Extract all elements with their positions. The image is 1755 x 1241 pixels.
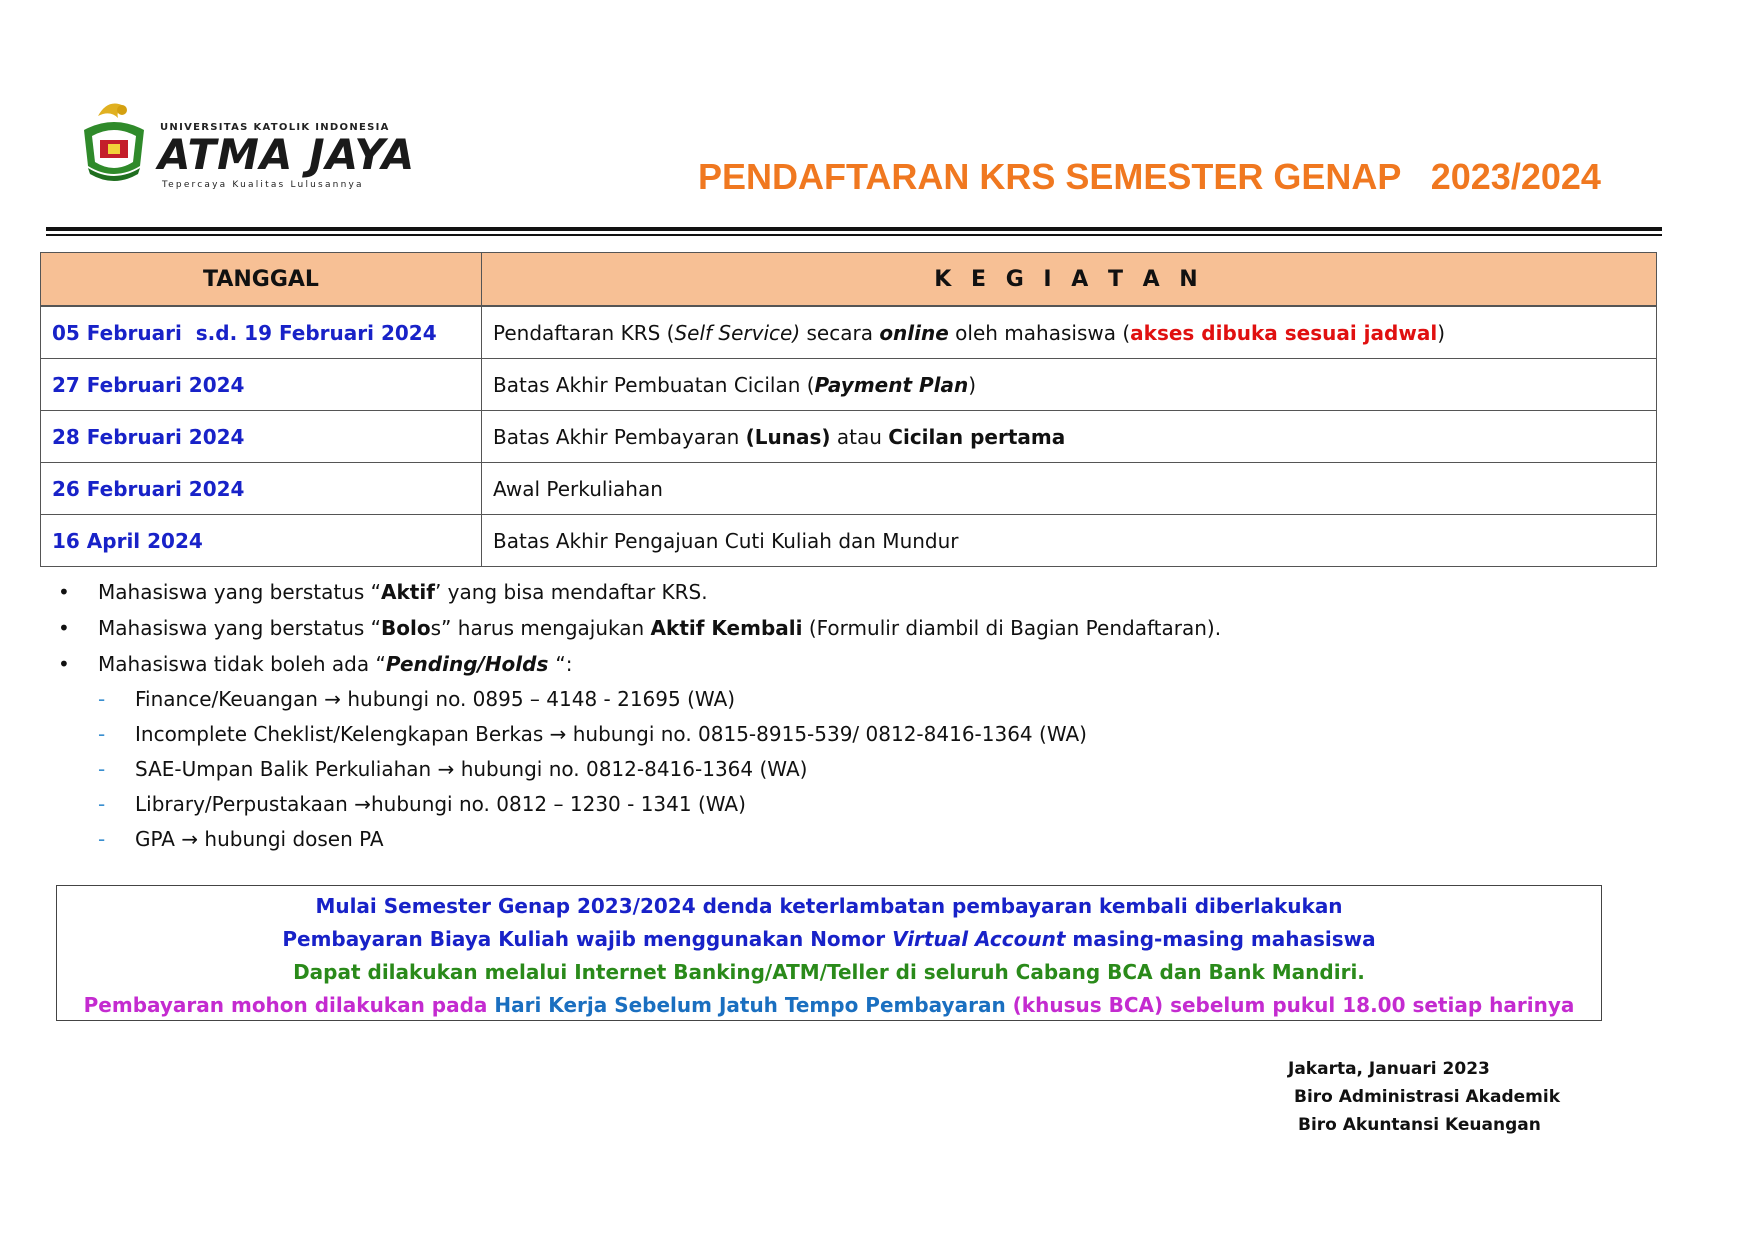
payment-notice-box [56, 885, 1602, 1021]
header-divider-thick [46, 227, 1662, 231]
row-date: 26 Februari 2024 [41, 463, 482, 515]
row-activity [482, 411, 1657, 463]
sub-list-item [58, 717, 1221, 752]
activity-italic: Self Service) [674, 320, 801, 345]
notice-line-deadline [57, 989, 1601, 1022]
bullet-bold: Bolo [381, 616, 431, 640]
column-header-activity: K E G I A T A N [482, 253, 1657, 307]
list-item [58, 610, 1221, 646]
schedule-table [40, 252, 1657, 567]
row-date: 05 Februari s.d. 19 Februari 2024 [41, 306, 482, 359]
activity-bold: (Lunas) [745, 424, 831, 449]
row-date: 28 Februari 2024 [41, 411, 482, 463]
bullet-bold: Aktif [381, 580, 435, 604]
activity-text: Batas Akhir Pembayaran [493, 424, 746, 449]
sub-list-item [58, 682, 1221, 717]
activity-text: Batas Akhir Pembuatan Cicilan ( [493, 372, 815, 397]
bullet-text: s” harus mengajukan [430, 616, 651, 640]
dash-icon: - [98, 687, 106, 711]
bullet-icon: • [58, 616, 70, 640]
sub-list-item [58, 787, 1221, 822]
table-row [41, 359, 1657, 411]
logo-university-label: UNIVERSITAS KATOLIK INDONESIA [160, 122, 390, 133]
notice-line-virtual-account [57, 923, 1601, 956]
signature-block [1288, 1055, 1560, 1139]
bullet-icon: • [58, 652, 70, 676]
row-activity [482, 306, 1657, 359]
signature-office: Biro Akuntansi Keuangan [1298, 1115, 1541, 1135]
signature-place-date: Jakarta, Januari 2023 [1288, 1059, 1490, 1079]
dash-icon: - [98, 827, 106, 851]
header-divider-thin [46, 234, 1662, 236]
table-row [41, 306, 1657, 359]
row-date: 16 April 2024 [41, 515, 482, 567]
activity-text: oleh mahasiswa ( [948, 320, 1131, 345]
bullet-text: ’ yang bisa mendaftar KRS. [434, 580, 708, 604]
activity-text: secara [800, 320, 880, 345]
table-row [41, 515, 1657, 567]
list-item [58, 574, 1221, 610]
sub-item-text: Incomplete Cheklist/Kelengkapan Berkas → hubungi no. 0815-8915-539/ 0812-8416-1364 (WA) [135, 722, 1087, 746]
table-row [41, 411, 1657, 463]
activity-alert-text: akses dibuka sesuai jadwal [1130, 320, 1438, 345]
bullet-bold-italic: Pending/Holds [385, 652, 556, 676]
bullet-text: “: [555, 652, 573, 676]
requirements-list [58, 574, 1221, 857]
row-activity [482, 359, 1657, 411]
university-logo [78, 96, 438, 190]
page-title: PENDAFTARAN KRS SEMESTER GENAP 2023/2024 [698, 156, 1601, 197]
sub-item-text: Finance/Keuangan → hubungi no. 0895 – 4148 - 21695 (WA) [135, 687, 736, 711]
notice-text: masing-masing mahasiswa [1065, 927, 1376, 951]
activity-text: ) [968, 372, 977, 397]
activity-text: ) [1437, 320, 1445, 345]
activity-bold: Cicilan pertama [888, 424, 1066, 449]
notice-line-penalty: Mulai Semester Genap 2023/2024 denda keterlambatan pembayaran kembali diberlakukan [315, 894, 1343, 918]
notice-italic: Virtual Account [892, 927, 1066, 951]
bullet-text: Mahasiswa yang berstatus “ [98, 616, 382, 640]
column-header-date: TANGGAL [41, 253, 482, 307]
bullet-text: Mahasiswa tidak boleh ada “ [98, 652, 386, 676]
table-header-row [41, 253, 1657, 307]
bullet-bold: Aktif Kembali [650, 616, 803, 640]
dash-icon: - [98, 757, 106, 781]
notice-line-channels: Dapat dilakukan melalui Internet Banking/ATM/Teller di seluruh Cabang BCA dan Bank Mandiri. [293, 960, 1365, 984]
sub-item-text: GPA → hubungi dosen PA [135, 827, 384, 851]
table-row [41, 463, 1657, 515]
atma-jaya-emblem-icon [78, 96, 150, 184]
dash-icon: - [98, 722, 106, 746]
logo-tagline: Tepercaya Kualitas Lulusannya [162, 180, 364, 190]
sub-item-text: Library/Perpustakaan →hubungi no. 0812 – 1230 - 1341 (WA) [135, 792, 746, 816]
sub-list-item [58, 822, 1221, 857]
row-date: 27 Februari 2024 [41, 359, 482, 411]
notice-text: (khusus BCA) sebelum pukul 18.00 setiap harinya [1005, 993, 1575, 1017]
notice-text: Pembayaran Biaya Kuliah wajib menggunakan Nomor [282, 927, 893, 951]
activity-bold-italic: Payment Plan [814, 372, 969, 397]
row-activity: Awal Perkuliahan [482, 463, 1657, 515]
activity-bold-italic: online [879, 320, 949, 345]
sub-list-item [58, 752, 1221, 787]
activity-text: Pendaftaran KRS ( [493, 320, 675, 345]
notice-highlight: Hari Kerja Sebelum Jatuh Tempo Pembayaran [494, 993, 1006, 1017]
sub-item-text: SAE-Umpan Balik Perkuliahan → hubungi no. 0812-8416-1364 (WA) [135, 757, 808, 781]
row-activity: Batas Akhir Pengajuan Cuti Kuliah dan Mundur [482, 515, 1657, 567]
bullet-text: Mahasiswa yang berstatus “ [98, 580, 382, 604]
dash-icon: - [98, 792, 106, 816]
list-item [58, 646, 1221, 682]
bullet-icon: • [58, 580, 70, 604]
activity-text: atau [830, 424, 889, 449]
notice-text: Pembayaran mohon dilakukan pada [83, 993, 495, 1017]
logo-wordmark: ATMA JAYA [158, 130, 416, 179]
bullet-text: (Formulir diambil di Bagian Pendaftaran). [802, 616, 1222, 640]
signature-office: Biro Administrasi Akademik [1294, 1087, 1561, 1107]
